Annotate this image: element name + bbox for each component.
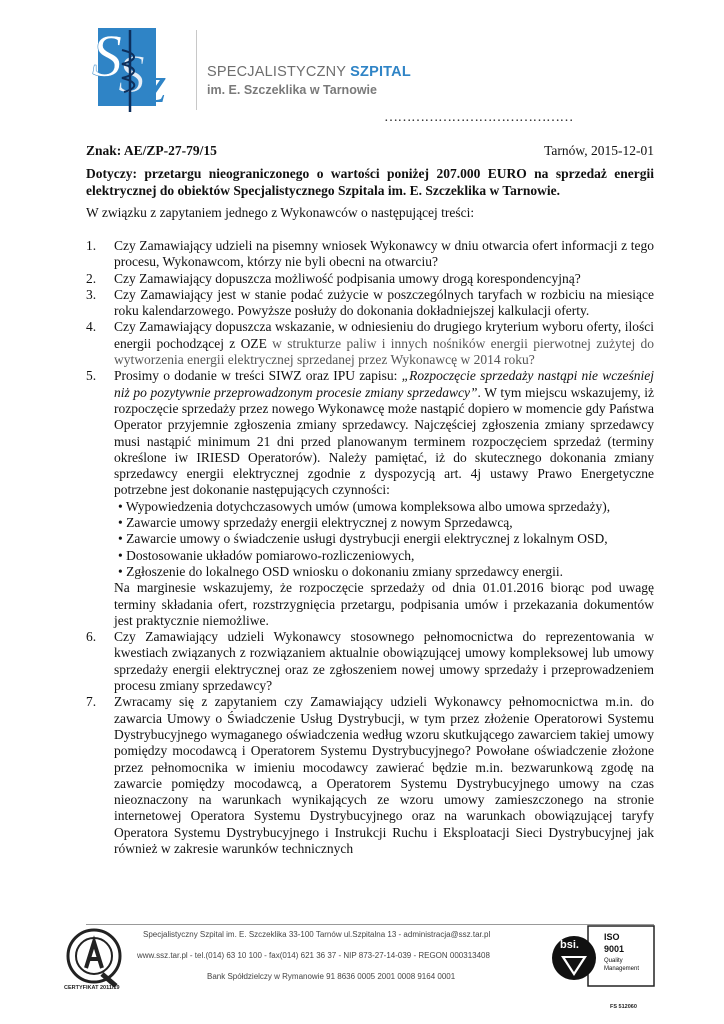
question-text: Czy Zamawiający jest w stanie podać zużycie w poszczególnych taryfach w rozbiciu na miesiące roku kalendarzowego. Powyższe posłuży do dokonania dokładniejszej kalkulacji oferty.	[114, 286, 654, 319]
question-text: Zwracamy się z zapytaniem czy Zamawiający udzieli Wykonawcy pełnomocnictwa m.in. do zawarcia Umowy o Świadczenie Usług Dystrybucji, w tym przez złożenie Operatorowi Systemu Dystrybucyjnego wymaganego oświadczenia według wzoru skutkującego zawarciem takiej umowy pomiędzy mocodawcą i Operatorem Systemu Dystrybucyjnego? Powołane oświadczenie złożone przez pełnomocnika w imieniu mocodawcy zawierać będzie m.in. bezwarunkową zgodę na zawarcie pomiędzy mocodawcą, a Operatorem Systemu Dystrybucyjnego umowy na czas nieoznaczony na warunkach wynikających ze wzoru umowy zamieszczonego na stronie internetowej Operatora Systemu Dystrybucyjnego oraz na warunkach obowiązującej taryfy Operatora Systemu Dystrybucyjnego i Instrukcji Ruchu i Eksploatacji Sieci Dystrybucyjnej jak również w zakresie warunków technicznych	[114, 694, 654, 856]
question-list	[86, 238, 654, 857]
bullet-item: • Dostosowanie układów pomiarowo-rozliczeniowych,	[118, 547, 415, 563]
question-item	[86, 238, 654, 271]
question-number: 5.	[86, 368, 97, 384]
question-item	[86, 319, 654, 368]
question-text-continued: . W tym miejscu wskazujemy, iż rozpoczęcie sprzedaży przez nowego Wykonawcę może nastąpić dopiero w momencie gdy Państwa Operator przyjemnie zgłoszenia zmiany sprzedawcy. Najczęściej zgłoszenia zmiany sprzedawcy musi nastąpić minimum 21 dni przed planowanym terminem rozpoczęciem sprzedaż (terminy określone iw IRIESD Operatorów). Należy pamiętać, iż do skutecznego dokonania zmiany sprzedawcy energii elektrycznej zgodnie z dyspozycją art. 4j ustawy Prawo Energetyczne potrzebne jest dokonanie następujących czynności:	[114, 384, 655, 498]
question-item	[86, 629, 654, 694]
question-note: Na marginesie wskazujemy, że rozpoczęcie sprzedaży od dnia 01.01.2016 biorąc pod uwagę terminy składania ofert, rozstrzygnięcia przetargu, podpisania umów i przekazania dokumentów jest praktycznie niemożliwe.	[114, 580, 654, 628]
question-number: 3.	[86, 286, 97, 302]
iso-quality: Quality	[604, 958, 623, 964]
document-meta	[86, 143, 654, 159]
question-text: Czy Zamawiający udzieli Wykonawcy stosownego pełnomocnictwa do reprezentowania w kwestiach związanych z rozwiązaniem aktualnie obowiązującej umowy kompleksowej lub umowy sprzedaży energii elektrycznej oraz ze zgłoszeniem nowej umowy sprzedaży i przeprowadzeniem procesu zmiany sprzedawcy?	[114, 629, 654, 694]
question-text: Czy Zamawiający dopuszcza możliwość podpisania umowy drogą korespondencyjną?	[114, 270, 581, 286]
dotted-line: ……………………………………	[384, 110, 573, 125]
question-text: Czy Zamawiający udzieli na pisemny wniosek Wykonawcy w dniu otwarcia ofert informacji z tego procesu, Wykonawcom, którzy nie byli obecni na otwarciu?	[114, 238, 654, 270]
bullet-item: • Zgłoszenie do lokalnego OSD wniosku o dokonaniu zmiany sprzedawcy energii.	[118, 563, 564, 579]
footer-bank: Bank Spółdzielczy w Rymanowie 91 8636 0005 2001 0008 9164 0001	[207, 972, 456, 981]
footer-contact: www.ssz.tar.pl - tel.(014) 63 10 100 - fax(014) 621 36 37 - NIP 873-27-14-039 - REGON 000313408	[137, 951, 490, 960]
question-text: Prosimy o dodanie w treści SIWZ oraz IPU zapisu:	[114, 368, 402, 384]
document-date: Tarnów, 2015-12-01	[544, 143, 654, 158]
hospital-logo	[92, 24, 192, 116]
question-number: 7.	[86, 694, 97, 710]
question-item	[86, 694, 654, 857]
question-item	[86, 368, 654, 629]
question-number: 4.	[86, 319, 97, 335]
svg-text:S: S	[118, 44, 145, 104]
bsi-iso-logo	[548, 924, 656, 998]
hospital-name: SPECJALISTYCZNY SZPITAL	[207, 64, 411, 80]
question-number: 2.	[86, 270, 97, 286]
footer-address: Specjalistyczny Szpital im. E. Szczeklika 33-100 Tarnów ul.Szpitalna 13 - administracja@ssz.tar.pl	[143, 930, 491, 939]
header-divider	[196, 30, 197, 110]
fs-certificate-number: FS 512060	[610, 1004, 637, 1010]
bullet-item: • Wypowiedzenia dotychczasowych umów (umowa kompleksowa albo umowa sprzedaży),	[118, 498, 611, 514]
bsi-text: bsi.	[560, 939, 579, 951]
intro-text: W związku z zapytaniem jednego z Wykonawców o następującej treści:	[86, 205, 475, 220]
iso-management: Management	[604, 966, 640, 972]
quality-certificate-logo	[58, 928, 130, 992]
svg-text:S: S	[92, 24, 122, 89]
iso-text: ISO	[604, 932, 620, 942]
bullet-item: • Zawarcie umowy sprzedaży energii elektrycznej z nowym Sprzedawcą,	[118, 515, 513, 531]
bullet-item: • Zawarcie umowy o świadczenie usługi dystrybucji energii elektrycznej z lokalnym OSD,	[118, 531, 608, 547]
question-text: Czy Zamawiający dopuszcza wskazanie, w odniesieniu do drugiego kryterium wyboru oferty, ilości energii pochodzącej z OZE	[114, 319, 654, 351]
question-number: 6.	[86, 629, 97, 645]
question-number: 1.	[86, 238, 97, 253]
subject-line: Dotyczy: przetargu nieograniczonego o wartości poniżej 207.000 EURO na sprzedaż energii elektrycznej do obiektów Specjalistycznego Szpitala im. E. Szczeklika w Tarnowie.	[86, 166, 654, 198]
question-text-continued: w strukturze paliw i innych nośników energii pierwotnej zużytej do wytworzenia energii elektrycznej sprzedanej przez Wykonawcę w 2014 roku?	[114, 335, 654, 368]
quoted-clause: „Rozpoczęcie sprzedaży nastąpi nie wcześniej niż po pozytywnie przeprowadzonym procesie zmiany sprzedawcy”	[114, 368, 654, 400]
question-item	[86, 287, 654, 320]
hospital-subtitle: im. E. Szczeklika w Tarnowie	[207, 83, 377, 97]
svg-text:z: z	[146, 57, 167, 114]
iso-number: 9001	[604, 944, 625, 954]
certificate-label: CERTYFIKAT 2011/19	[64, 985, 120, 991]
question-item	[86, 271, 654, 287]
reference-number: Znak: AE/ZP-27-79/15	[86, 143, 217, 158]
